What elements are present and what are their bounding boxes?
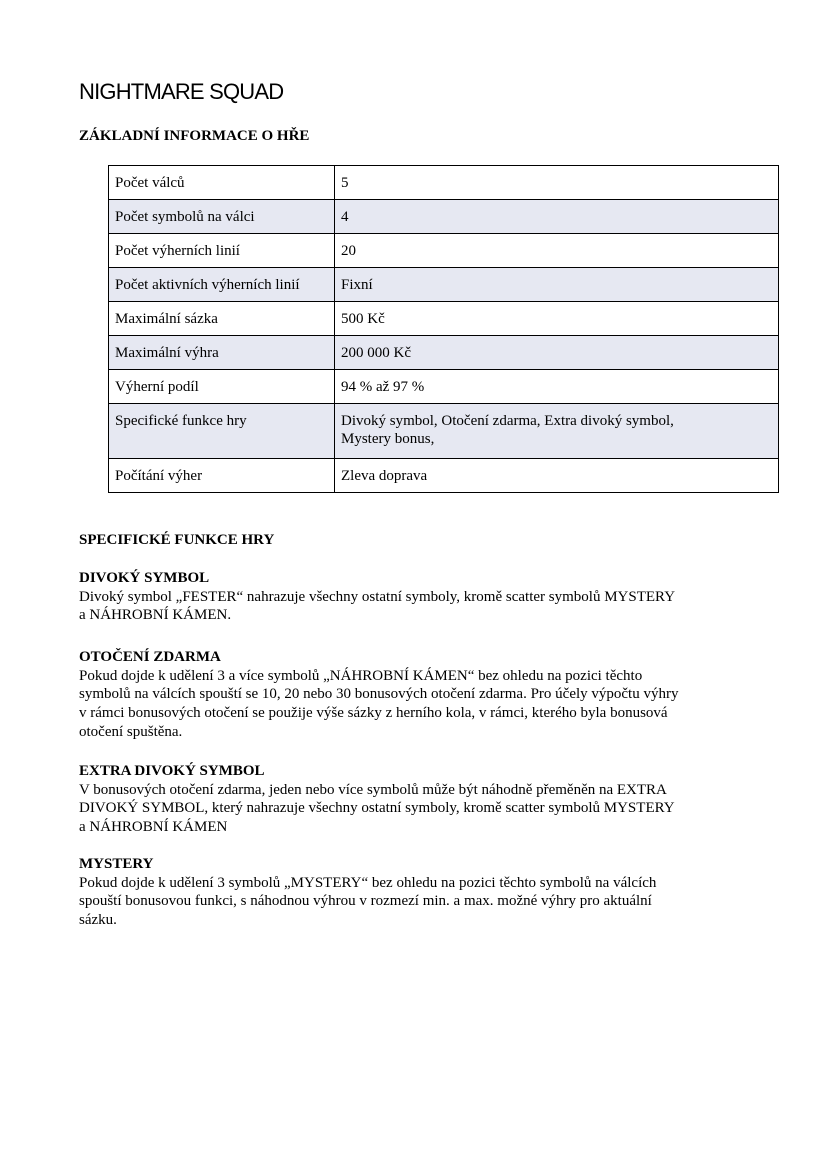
feature-text-line: a NÁHROBNÍ KÁMEN: [79, 819, 228, 836]
feature-heading: EXTRA DIVOKÝ SYMBOL: [79, 763, 265, 779]
row-value-line: 94 % až 97 %: [341, 379, 425, 395]
row-label: Počet výherních linií: [109, 234, 335, 268]
info-heading: ZÁKLADNÍ INFORMACE O HŘE: [79, 128, 310, 144]
row-value-line: 20: [341, 243, 356, 259]
feature-text-line: Divoký symbol „FESTER“ nahrazuje všechny ostatní symboly, kromě scatter symbolů MYSTERY: [79, 588, 676, 605]
table-row: [109, 166, 779, 200]
document-title: NIGHTMARE SQUAD: [79, 79, 284, 104]
feature-text-line: Pokud dojde k udělení 3 a více symbolů „NÁHROBNÍ KÁMEN“ bez ohledu na pozici těchto: [79, 667, 643, 684]
feature-text-line: V bonusových otočení zdarma, jeden nebo více symbolů může být náhodně přeměněn na EXTRA: [79, 781, 667, 798]
table-row: [109, 370, 779, 404]
table-row: [109, 459, 779, 493]
row-value-line: 4: [341, 209, 349, 225]
feature-text-line: DIVOKÝ SYMBOL, který nahrazuje všechny ostatní symboly, kromě scatter symbolů MYSTERY: [79, 800, 675, 817]
row-value-line: Divoký symbol, Otočení zdarma, Extra divoký symbol,: [341, 413, 674, 429]
feature-section: [79, 762, 675, 837]
row-label: Počet válců: [109, 166, 335, 200]
row-value: [335, 404, 779, 459]
row-label: Počítání výher: [109, 459, 335, 493]
row-value: [335, 200, 779, 234]
row-value-line: Fixní: [341, 277, 373, 293]
feature-section: [79, 648, 678, 742]
feature-text-line: a NÁHROBNÍ KÁMEN.: [79, 607, 232, 624]
row-value: [335, 459, 779, 493]
row-label: Výherní podíl: [109, 370, 335, 404]
row-value: [335, 370, 779, 404]
row-value-line: 5: [341, 175, 349, 191]
table-row: [109, 336, 779, 370]
row-value: [335, 336, 779, 370]
row-label: Specifické funkce hry: [109, 404, 335, 459]
feature-section: [79, 855, 656, 930]
row-value-line: Mystery bonus,: [341, 431, 435, 447]
feature-section: [79, 569, 675, 625]
feature-heading: DIVOKÝ SYMBOL: [79, 570, 210, 586]
row-value-line: 500 Kč: [341, 311, 385, 327]
feature-text-line: Pokud dojde k udělení 3 symbolů „MYSTERY“ bez ohledu na pozici těchto symbolů na válcích: [79, 874, 657, 891]
feature-heading: MYSTERY: [79, 856, 154, 872]
row-label: Maximální výhra: [109, 336, 335, 370]
row-value-line: Zleva doprava: [341, 468, 428, 484]
table-row: [109, 200, 779, 234]
table-row: [109, 234, 779, 268]
feature-heading: OTOČENÍ ZDARMA: [79, 649, 221, 665]
table-row: [109, 404, 779, 459]
features-heading: SPECIFICKÉ FUNKCE HRY: [79, 532, 275, 548]
row-value: [335, 166, 779, 200]
row-label: Počet symbolů na válci: [109, 200, 335, 234]
row-value: [335, 268, 779, 302]
row-value: [335, 234, 779, 268]
row-value: [335, 302, 779, 336]
game-info-table: [108, 165, 779, 493]
row-label: Počet aktivních výherních linií: [109, 268, 335, 302]
feature-text-line: symbolů na válcích spouští se 10, 20 nebo 30 bonusových otočení zdarma. Pro účely výpočtu výhry: [79, 686, 679, 703]
table-row: [109, 302, 779, 336]
feature-text-line: sázku.: [79, 912, 117, 929]
table-row: [109, 268, 779, 302]
feature-text-line: spouští bonusovou funkci, s náhodnou výhrou v rozmezí min. a max. možné výhry pro aktuální: [79, 893, 652, 910]
feature-text-line: v rámci bonusových otočení se použije výše sázky z herního kola, v rámci, kterého byla bonusová: [79, 705, 668, 722]
row-value-line: 200 000 Kč: [341, 345, 411, 361]
row-label: Maximální sázka: [109, 302, 335, 336]
feature-text-line: otočení spuštěna.: [79, 723, 183, 740]
